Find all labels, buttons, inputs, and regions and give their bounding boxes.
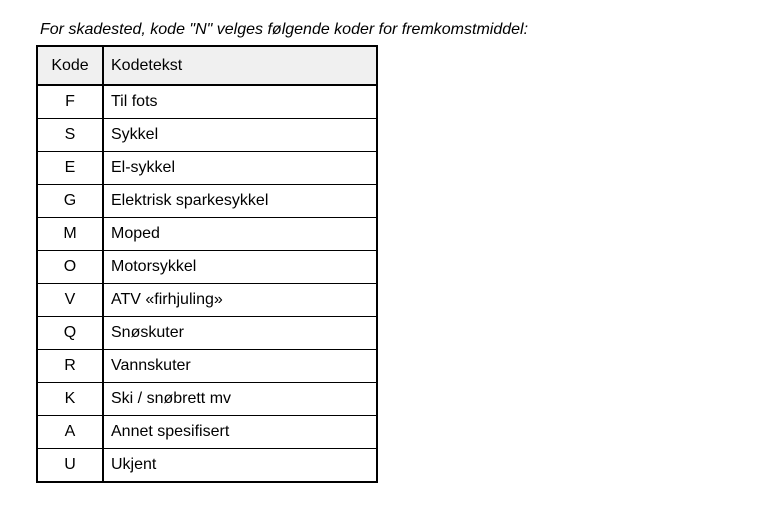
row-text: El-sykkel (103, 152, 377, 185)
table-row (37, 416, 377, 449)
table-row (37, 218, 377, 251)
row-text: Motorsykkel (103, 251, 377, 284)
row-text: Til fots (103, 85, 377, 119)
table-body (37, 85, 377, 482)
table-header (37, 46, 377, 85)
row-text: Annet spesifisert (103, 416, 377, 449)
table-row (37, 119, 377, 152)
table-row (37, 449, 377, 483)
row-code: M (37, 218, 103, 251)
table-row (37, 251, 377, 284)
table-row (37, 152, 377, 185)
header-code: Kode (37, 46, 103, 85)
row-text: Sykkel (103, 119, 377, 152)
header-code-text: Kodetekst (103, 46, 377, 85)
table-row (37, 350, 377, 383)
row-text: Ukjent (103, 449, 377, 483)
row-code: G (37, 185, 103, 218)
table-row (37, 383, 377, 416)
row-text: Snøskuter (103, 317, 377, 350)
row-text: Moped (103, 218, 377, 251)
header-row (37, 46, 377, 85)
table-caption: For skadested, kode "N" velges følgende koder for fremkomstmiddel: (40, 21, 529, 38)
code-table (36, 45, 378, 483)
row-code: V (37, 284, 103, 317)
table-row (37, 284, 377, 317)
row-code: U (37, 449, 103, 483)
row-text: Ski / snøbrett mv (103, 383, 377, 416)
row-code: A (37, 416, 103, 449)
row-text: Vannskuter (103, 350, 377, 383)
row-code: Q (37, 317, 103, 350)
table-row (37, 185, 377, 218)
row-code: F (37, 85, 103, 119)
row-code: S (37, 119, 103, 152)
table-row (37, 317, 377, 350)
row-code: K (37, 383, 103, 416)
row-code: E (37, 152, 103, 185)
row-text: ATV «firhjuling» (103, 284, 377, 317)
table-row (37, 85, 377, 119)
row-code: O (37, 251, 103, 284)
row-text: Elektrisk sparkesykkel (103, 185, 377, 218)
row-code: R (37, 350, 103, 383)
